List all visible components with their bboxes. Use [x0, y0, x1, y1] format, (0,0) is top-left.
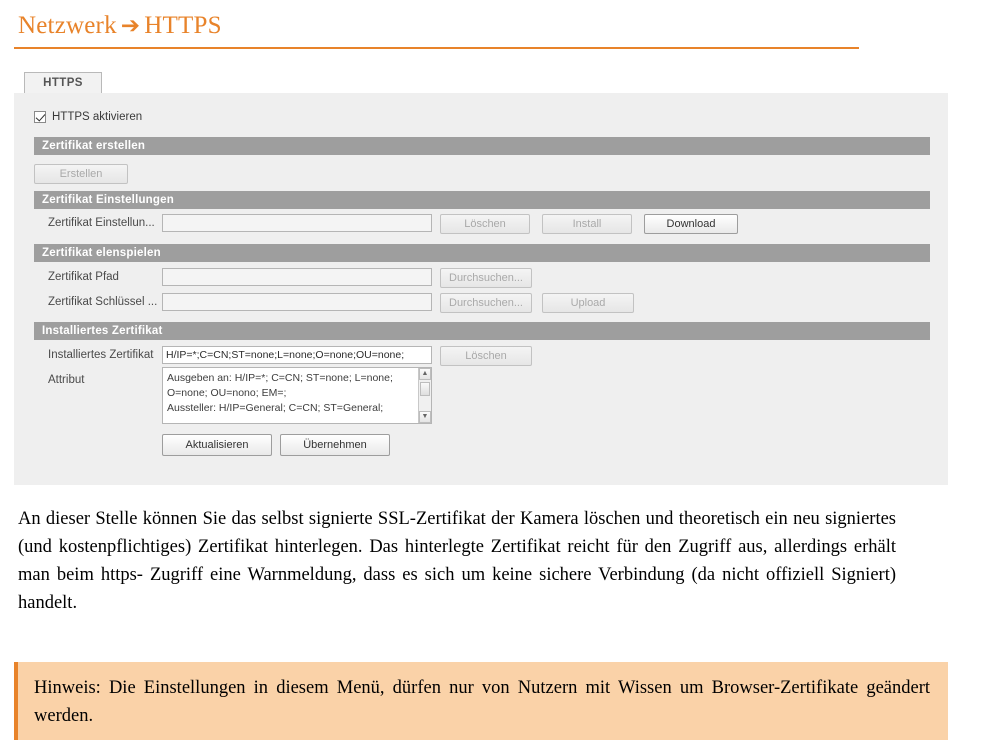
section-header-create: Zertifikat erstellen	[34, 137, 930, 155]
installed-certificate-label: Installiertes Zertifikat	[48, 349, 154, 361]
tab-bar	[14, 70, 948, 94]
refresh-button[interactable]: Aktualisieren	[162, 434, 272, 456]
certificate-download-button[interactable]: Download	[644, 214, 738, 234]
note-box: Hinweis: Die Einstellungen in diesem Menü, dürfen nur von Nutzern mit Wissen um Browser-Zertifikate geändert werden.	[14, 662, 948, 740]
page-title-suffix: HTTPS	[144, 12, 222, 39]
installed-certificate-value[interactable]: H/IP=*;C=CN;ST=none;L=none;O=none;OU=none;	[162, 346, 432, 364]
certificate-key-label: Zertifikat Schlüssel ...	[48, 296, 158, 308]
certificate-key-input[interactable]	[162, 293, 432, 311]
create-certificate-button[interactable]: Erstellen	[34, 164, 128, 184]
panel-body	[14, 93, 948, 485]
certificate-settings-input[interactable]	[162, 214, 432, 232]
section-header-settings: Zertifikat Einstellungen	[34, 191, 930, 209]
certificate-path-browse-button[interactable]: Durchsuchen...	[440, 268, 532, 288]
apply-button[interactable]: Übernehmen	[280, 434, 390, 456]
section-header-installed: Installiertes Zertifikat	[34, 322, 930, 340]
certificate-path-input[interactable]	[162, 268, 432, 286]
attribute-line: O=none; OU=nono; EM=;	[167, 387, 287, 399]
scroll-up-icon[interactable]: ▲	[419, 368, 431, 380]
https-settings-screenshot	[14, 70, 948, 485]
section-header-upload: Zertifikat elenspielen	[34, 244, 930, 262]
tab-https[interactable]: HTTPS	[24, 72, 102, 93]
certificate-install-button[interactable]: Install	[542, 214, 632, 234]
scroll-down-icon[interactable]: ▼	[419, 411, 431, 423]
installed-certificate-delete-button[interactable]: Löschen	[440, 346, 532, 366]
attribute-line: Ausgeben an: H/IP=*; C=CN; ST=none; L=none;	[167, 372, 393, 384]
certificate-delete-button[interactable]: Löschen	[440, 214, 530, 234]
https-enable-label: HTTPS aktivieren	[52, 111, 143, 123]
certificate-path-label: Zertifikat Pfad	[48, 271, 119, 283]
https-enable-row[interactable]	[34, 111, 142, 123]
certificate-settings-label: Zertifikat Einstellun...	[48, 217, 155, 229]
certificate-upload-button[interactable]: Upload	[542, 293, 634, 313]
heading-divider	[14, 47, 859, 49]
attribute-scrollbar[interactable]	[418, 368, 431, 423]
attribute-label: Attribut	[48, 374, 85, 386]
attribute-line: Aussteller: H/IP=General; C=CN; ST=General;	[167, 402, 384, 414]
page-title-prefix: Netzwerk	[18, 12, 117, 39]
arrow-icon: ➔	[120, 13, 141, 39]
scrollbar-thumb[interactable]	[420, 382, 430, 396]
https-enable-checkbox[interactable]	[34, 111, 46, 123]
page-title	[18, 12, 222, 40]
attribute-textarea[interactable]	[162, 367, 432, 424]
body-paragraph: An dieser Stelle können Sie das selbst signierte SSL-Zertifikat der Kamera löschen und theoretisch ein neu signiertes (und kostenpflichtiges) Zertifikat hinterlegen. Das hinterlegte Zertifikat reicht für den Zugriff aus, allerdings erhält man beim https- Zugriff eine Warnmeldung, dass es sich um keine sichere Verbindung (da nicht offiziell Signiert) handelt.	[18, 509, 896, 613]
certificate-key-browse-button[interactable]: Durchsuchen...	[440, 293, 532, 313]
